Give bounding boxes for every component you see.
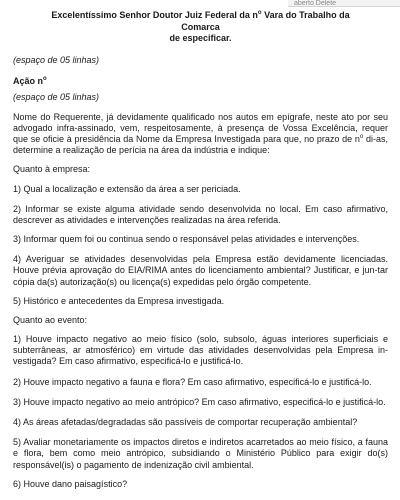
acao-label: Ação n bbox=[13, 75, 44, 86]
empresa-question-3: 3) Informar quem foi ou continua sendo o responsável pelas atividades e intervenções. bbox=[13, 233, 360, 244]
evento-question-2: 2) Houve impacto negativo a fauna e flora? Em caso afirmativo, especificá-lo e justificá-lo. bbox=[13, 376, 372, 387]
empresa-question-5: 5) Histórico e antecedentes da Empresa investigada. bbox=[13, 295, 225, 306]
acao-heading bbox=[13, 76, 388, 87]
spacing-note-1: (espaço de 05 linhas) bbox=[13, 54, 100, 65]
intro-text-b: di-as, determine a realização de perícia na área da indústria e indique: bbox=[13, 133, 389, 156]
evento-question-3: 3) Houve impacto negativo ao meio antrópico? Em caso afirmativo, especificá-lo e justificá-lo. bbox=[13, 396, 386, 407]
header-line1-end: Vara do Trabalho da Comarca bbox=[181, 10, 350, 32]
document-header bbox=[13, 10, 388, 45]
intro-text-a: Nome do Requerente, já devidamente qualificado nos autos em epígrafe, neste ato por seu advogado infra-assinado, vem, respeitosamente, à presença de Vossa Excelência, requer que se oficie à presidência da Nome da Empresa Investigada para que, no prazo de n bbox=[13, 111, 388, 144]
header-line1-start: Excelentíssimo Senhor Doutor Juiz Federal da n bbox=[51, 10, 258, 20]
evento-question-5: 5) Avaliar monetariamente os impactos diretos e indiretos acarretados ao meio físico, a fauna e flora, bem como meio antrópico, subsidiando o Ministério Público para exigir do(s) responsável(is) o pagamento de indenização civil ambiental. bbox=[13, 437, 388, 470]
section-heading-empresa: Quanto à empresa: bbox=[13, 164, 91, 175]
evento-question-1: 1) Houve impacto negativo ao meio físico (solo, subsolo, águas interiores superficiais e subterrâneas, ar atmosférico) em virtude das atividades desenvolvidas pela Empresa in-vestigada? Em caso afirmativo, especificá-lo e justificá-lo. bbox=[13, 333, 388, 367]
toolbar-fragment: aberto Delete bbox=[288, 0, 400, 7]
acao-ordinal: o bbox=[43, 75, 47, 82]
header-ordinal: o bbox=[257, 10, 262, 16]
intro-paragraph bbox=[13, 112, 388, 157]
empresa-question-1: 1) Qual a localização e extensão da área a ser periciada. bbox=[13, 184, 241, 195]
section-heading-evento: Quanto ao evento: bbox=[13, 314, 88, 325]
evento-question-6: 6) Houve dano paisagístico? bbox=[13, 478, 128, 489]
spacing-note-2: (espaço de 05 linhas) bbox=[13, 91, 100, 102]
evento-question-4: 4) As áreas afetadas/degradadas são passíveis de comportar recuperação ambiental? bbox=[13, 416, 358, 427]
intro-ordinal: o bbox=[359, 133, 364, 140]
header-line2: de especificar. bbox=[169, 33, 232, 43]
empresa-question-2: 2) Informar se existe alguma atividade sendo desenvolvida no local. Em caso afirmativo, descrever as atividades e intervenções realizadas na área referida. bbox=[13, 203, 388, 225]
empresa-question-4: 4) Averiguar se atividades desenvolvidas pela Empresa estão devidamente licenciadas. Houve prévia aprovação do EIA/RIMA antes do licenciamento ambiental? Justificar, e jun-tar cópia da(s) autorização(s) ou licença(s) expedidas pelo órgão competente. bbox=[13, 254, 388, 287]
document-page bbox=[13, 10, 388, 490]
